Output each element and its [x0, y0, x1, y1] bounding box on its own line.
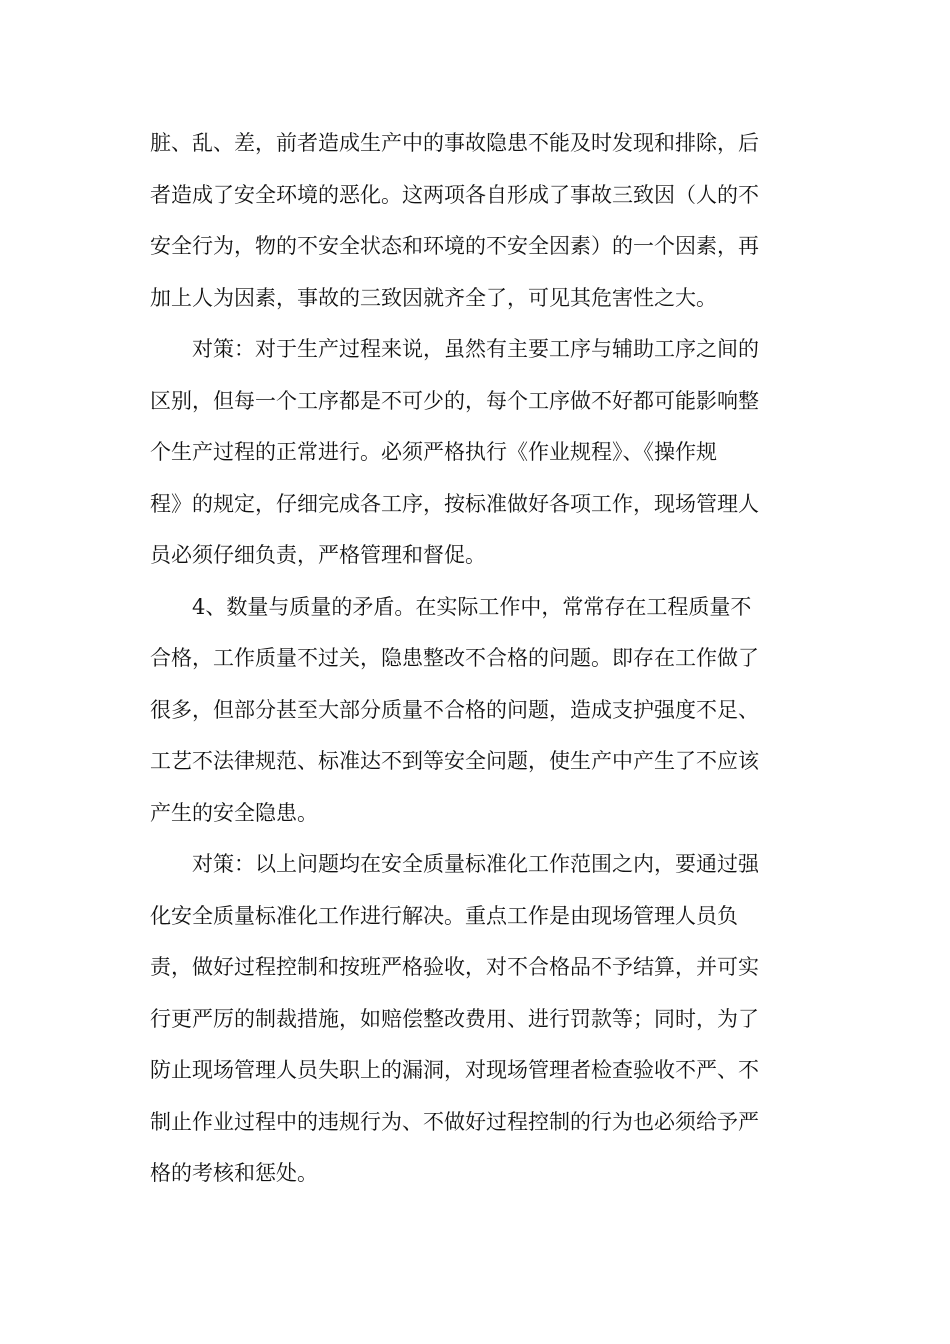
paragraph-4: [150, 839, 800, 1200]
paragraph-line: 安全行为，物的不安全状态和环境的不安全因素）的一个因素，再: [150, 234, 759, 258]
paragraph-line: 防止现场管理人员失职上的漏洞，对现场管理者检查验收不严、不: [150, 1058, 759, 1082]
paragraph-line: 加上人为因素，事故的三致因就齐全了，可见其危害性之大。: [150, 285, 717, 310]
paragraph-line: 区别，但每一个工序都是不可少的，每个工序做不好都可能影响整: [150, 388, 759, 413]
paragraph-line: 化安全质量标准化工作进行解决。重点工作是由现场管理人员负: [150, 903, 738, 928]
paragraph-line: 员必须仔细负责，严格管理和督促。: [150, 543, 486, 567]
paragraph-line: 格的考核和惩处。: [150, 1161, 318, 1185]
paragraph-line: 工艺不法律规范、标准达不到等安全问题，使生产中产生了不应该: [150, 749, 759, 773]
body-text: [150, 118, 800, 1200]
paragraph-line: 行更严厉的制裁措施，如赔偿整改费用、进行罚款等；同时，为了: [150, 1006, 759, 1031]
paragraph-line: 责，做好过程控制和按班严格验收，对不合格品不予结算，并可实: [150, 955, 759, 979]
paragraph-line: 程》的规定，仔细完成各工序，按标准做好各项工作，现场管理人: [150, 491, 759, 516]
paragraph-line: 对策：对于生产过程来说，虽然有主要工序与辅助工序之间的: [192, 337, 759, 361]
paragraph-line: 很多，但部分甚至大部分质量不合格的问题，造成支护强度不足、: [150, 697, 759, 722]
paragraph-line: 4、数量与质量的矛盾。在实际工作中，常常存在工程质量不: [192, 594, 752, 619]
paragraph-line: 对策：以上问题均在安全质量标准化工作范围之内，要通过强: [192, 852, 759, 876]
paragraph-3: [150, 582, 800, 840]
paragraph-line: 合格，工作质量不过关，隐患整改不合格的问题。即存在工作做了: [150, 646, 759, 670]
paragraph-line: 脏、乱、差，前者造成生产中的事故隐患不能及时发现和排除，后: [150, 131, 759, 155]
paragraph-line: 者造成了安全环境的恶化。这两项各自形成了事故三致因（人的不: [150, 182, 759, 207]
paragraph-1: [150, 118, 800, 324]
paragraph-line: 个生产过程的正常进行。必须严格执行《作业规程》、《操作规: [150, 440, 717, 464]
paragraph-line: 产生的安全隐患。: [150, 800, 318, 825]
paragraph-line: 制止作业过程中的违规行为、不做好过程控制的行为也必须给予严: [150, 1109, 759, 1134]
paragraph-2: [150, 324, 800, 582]
